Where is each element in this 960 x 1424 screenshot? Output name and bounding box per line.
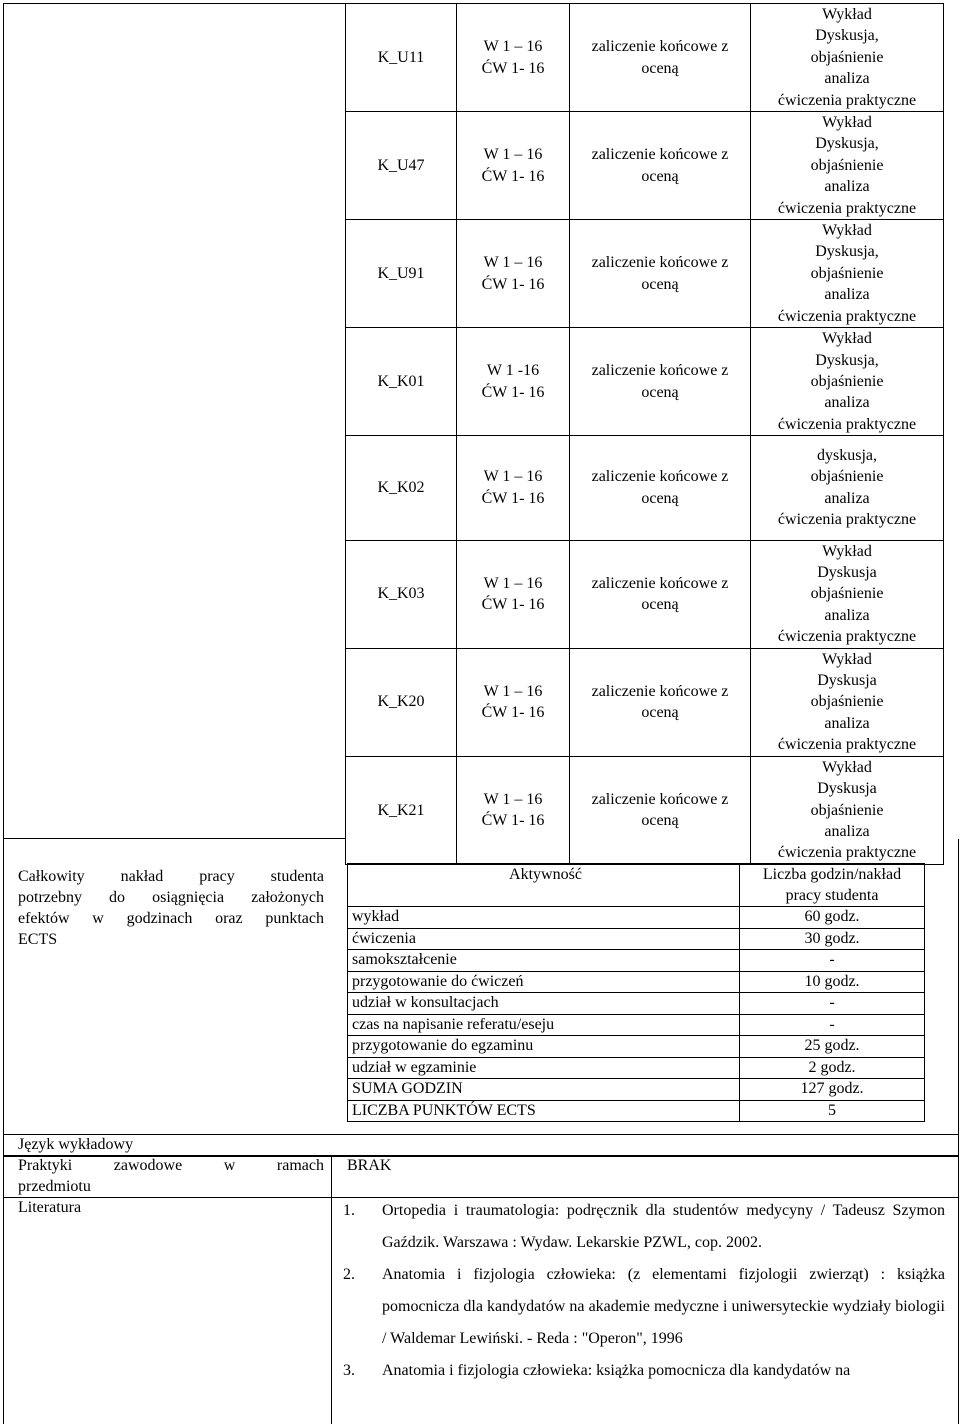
workload-row [348, 1079, 925, 1101]
outcome-terms-line: W 1 -16 [486, 362, 540, 380]
outcome-code: K_K20 [346, 648, 457, 756]
outcome-terms-line: W 1 – 16 [483, 468, 543, 486]
outcome-methods-line: objaśnienie [810, 264, 884, 282]
outcome-row [346, 4, 944, 112]
outcomes-empty-column [3, 3, 345, 839]
workload-value: 2 godz. [740, 1057, 925, 1079]
workload-label [18, 866, 324, 950]
outcome-methods-line: Wykład [822, 330, 872, 348]
workload-value: - [740, 993, 925, 1015]
workload-activity: SUMA GODZIN [348, 1079, 740, 1101]
outcome-row [346, 112, 944, 220]
outcome-terms-line: W 1 – 16 [483, 790, 543, 808]
outcome-methods-line: ćwiczenia praktyczne [777, 307, 917, 325]
workload-label-line: efektów w godzinach oraz punktach [18, 910, 324, 927]
outcome-terms-line: W 1 – 16 [483, 146, 543, 164]
workload-activity: przygotowanie do egzaminu [348, 1036, 740, 1058]
workload-value: 5 [740, 1100, 925, 1122]
outcome-code: K_K03 [346, 540, 457, 648]
outcome-assessment [570, 4, 751, 112]
outcome-assessment-line: zaliczenie końcowe z [591, 682, 729, 700]
workload-value: 30 godz. [740, 928, 925, 950]
outcome-code: K_K01 [346, 328, 457, 436]
workload-row [348, 1057, 925, 1079]
learning-outcomes-table [345, 3, 944, 865]
outcome-methods-line: Dyskusja, [815, 135, 879, 153]
outcome-methods-line: Dyskusja, [815, 351, 879, 369]
outcome-terms-line: ĆW 1- 16 [481, 489, 545, 507]
workload-label-line: Całkowity nakład pracy studenta [18, 868, 324, 885]
outcome-methods-line: Wykład [822, 6, 872, 23]
outcome-methods [751, 648, 944, 756]
outcome-terms-line: W 1 – 16 [483, 682, 543, 700]
outcome-assessment-line: oceną [641, 167, 679, 185]
outcome-terms-line: ĆW 1- 16 [481, 167, 545, 185]
outcome-code: K_K02 [346, 436, 457, 541]
outcome-terms-line: W 1 – 16 [483, 254, 543, 272]
outcome-methods-line: analiza [824, 286, 870, 304]
literature-item-text: Ortopedia i traumatologia: podręcznik dla studentów medycyny / Tadeusz Szymon Gaździk. Warszawa : Wydaw. Lekarskie PZWL, cop. 2002. [382, 1202, 945, 1251]
workload-row [348, 1036, 925, 1058]
workload-activity: udział w konsultacjach [348, 993, 740, 1015]
outcome-assessment-line: oceną [641, 59, 679, 77]
outcome-methods-line: ćwiczenia praktyczne [777, 628, 917, 646]
workload-value: - [740, 950, 925, 972]
outcome-methods-line: ćwiczenia praktyczne [777, 844, 917, 862]
outcome-methods-line: ćwiczenia praktyczne [777, 511, 917, 529]
outcome-methods [751, 436, 944, 541]
outcome-methods-line: analiza [824, 489, 870, 507]
workload-header-row [348, 864, 925, 907]
language-label: Język wykładowy [18, 1136, 134, 1153]
outcome-assessment-line: zaliczenie końcowe z [591, 38, 729, 56]
workload-value: 60 godz. [740, 907, 925, 929]
outcome-methods-line: analiza [824, 70, 870, 88]
outcome-methods-line: ćwiczenia praktyczne [777, 91, 917, 109]
workload-row [348, 950, 925, 972]
outcome-assessment [570, 540, 751, 648]
outcome-methods-line: Wykład [822, 114, 872, 132]
outcome-assessment [570, 328, 751, 436]
workload-value: 127 godz. [740, 1079, 925, 1101]
outcome-methods-line: analiza [824, 822, 870, 840]
outcome-methods [751, 540, 944, 648]
outcome-code: K_U47 [346, 112, 457, 220]
outcome-code: K_U91 [346, 220, 457, 328]
outcome-assessment-line: oceną [641, 489, 679, 507]
outcome-methods-line: Dyskusja [817, 564, 877, 582]
outcome-methods-line: Dyskusja, [815, 27, 879, 45]
outcome-assessment [570, 220, 751, 328]
outcome-terms [457, 328, 570, 436]
outcome-methods-line: Dyskusja [817, 672, 877, 690]
workload-header-hours-line1: Liczba godzin/nakład [762, 866, 902, 883]
outcome-terms-line: ĆW 1- 16 [481, 596, 545, 614]
literature-item-number: 1. [343, 1202, 355, 1219]
workload-table [347, 863, 925, 1122]
literature-item [343, 1195, 945, 1259]
outcome-terms [457, 648, 570, 756]
practice-label-line1: Praktyki zawodowe w ramach [18, 1157, 324, 1174]
outcome-terms-line: ĆW 1- 16 [481, 383, 545, 401]
literature-item-number: 2. [343, 1266, 355, 1283]
outcome-terms [457, 112, 570, 220]
outcome-assessment-line: zaliczenie końcowe z [591, 790, 729, 808]
divider [3, 1134, 959, 1135]
outcome-methods-line: analiza [824, 178, 870, 196]
workload-activity: czas na napisanie referatu/eseju [348, 1014, 740, 1036]
outcome-terms-line: ĆW 1- 16 [481, 704, 545, 722]
outcome-methods-line: ćwiczenia praktyczne [777, 199, 917, 217]
workload-header-hours [740, 864, 925, 907]
column-divider [331, 1155, 332, 1424]
outcome-methods [751, 328, 944, 436]
outcome-row [346, 648, 944, 756]
literature-item-text: Anatomia i fizjologia człowieka: książka pomocnicza dla kandydatów na [382, 1362, 851, 1379]
outcome-assessment-line: oceną [641, 275, 679, 293]
workload-row [348, 1014, 925, 1036]
outcome-terms-line: ĆW 1- 16 [481, 275, 545, 293]
outcome-terms-line: ĆW 1- 16 [481, 59, 545, 77]
outcome-methods [751, 112, 944, 220]
workload-activity: samokształcenie [348, 950, 740, 972]
workload-value: 10 godz. [740, 971, 925, 993]
outcome-methods-line: analiza [824, 394, 870, 412]
outcome-methods-line: objaśnienie [810, 372, 884, 390]
workload-value: 25 godz. [740, 1036, 925, 1058]
outcome-assessment-line: zaliczenie końcowe z [591, 362, 729, 380]
outcome-row [346, 436, 944, 541]
outcome-assessment-line: oceną [641, 383, 679, 401]
workload-activity: przygotowanie do ćwiczeń [348, 971, 740, 993]
workload-header-activity: Aktywność [348, 864, 740, 907]
literature-item-number: 3. [343, 1362, 355, 1379]
outcome-methods-line: ćwiczenia praktyczne [777, 736, 917, 754]
practice-label-line2: przedmiotu [18, 1178, 91, 1195]
outcome-methods-line: objaśnienie [810, 48, 884, 66]
outcome-methods-line: objaśnienie [810, 585, 884, 603]
outcome-methods-line: Wykład [822, 542, 872, 560]
literature-item [343, 1355, 945, 1387]
outcome-assessment [570, 648, 751, 756]
outcome-terms [457, 4, 570, 112]
outcome-terms [457, 540, 570, 648]
outcome-row [346, 540, 944, 648]
workload-activity: LICZBA PUNKTÓW ECTS [348, 1100, 740, 1122]
outcome-methods-line: Dyskusja [817, 780, 877, 798]
outcome-methods-line: analiza [824, 714, 870, 732]
outcome-methods-line: Wykład [822, 758, 872, 776]
outcome-methods-line: objaśnienie [810, 156, 884, 174]
right-border [958, 1155, 959, 1424]
outcome-methods-line: Wykład [822, 222, 872, 240]
workload-value: - [740, 1014, 925, 1036]
outcome-methods-line: objaśnienie [810, 468, 884, 486]
workload-label-line: ECTS [18, 931, 58, 948]
outcome-methods-line: objaśnienie [810, 801, 884, 819]
outcome-terms-line: W 1 – 16 [483, 574, 543, 592]
literature-list [343, 1195, 945, 1387]
outcome-methods-line: objaśnienie [810, 693, 884, 711]
outcome-methods [751, 4, 944, 112]
workload-row [348, 971, 925, 993]
outcome-row [346, 220, 944, 328]
left-border [3, 1155, 4, 1424]
outcome-row [346, 328, 944, 436]
literature-item-text: Anatomia i fizjologia człowieka: (z elementami fizjologii zwierząt) : książka pomocnicza dla kandydatów na akademie medyczne i uniwersyteckie wydziały biologii / Waldemar Lewiński. - Reda : "Operon", 1996 [382, 1266, 945, 1347]
outcome-assessment [570, 112, 751, 220]
outcome-terms [457, 220, 570, 328]
outcome-assessment-line: oceną [641, 596, 679, 614]
outcome-terms [457, 436, 570, 541]
outcome-terms-line: ĆW 1- 16 [481, 812, 545, 830]
outcome-terms-line: W 1 – 16 [483, 38, 543, 56]
outcome-assessment-line: zaliczenie końcowe z [591, 574, 729, 592]
workload-activity: udział w egzaminie [348, 1057, 740, 1079]
outcome-assessment-line: zaliczenie końcowe z [591, 146, 729, 164]
literature-item [343, 1259, 945, 1355]
outcome-assessment-line: zaliczenie końcowe z [591, 468, 729, 486]
workload-row [348, 907, 925, 929]
workload-activity: ćwiczenia [348, 928, 740, 950]
workload-label-line: potrzebny do osiągnięcia założonych [18, 889, 324, 906]
outcome-assessment-line: oceną [641, 812, 679, 830]
workload-activity: wykład [348, 907, 740, 929]
literature-label: Literatura [18, 1199, 82, 1216]
outcome-assessment-line: oceną [641, 704, 679, 722]
outcome-code: K_U11 [346, 4, 457, 112]
workload-header-hours-line2: pracy studenta [785, 887, 879, 904]
workload-row [348, 928, 925, 950]
practice-value: BRAK [347, 1157, 392, 1174]
workload-row [348, 1100, 925, 1122]
outcome-methods-line: Dyskusja, [815, 243, 879, 261]
outcome-code: K_K21 [346, 756, 457, 864]
outcome-methods-line: Wykład [822, 650, 872, 668]
outcome-methods-line: analiza [824, 606, 870, 624]
outcome-methods [751, 220, 944, 328]
practice-label [18, 1155, 324, 1197]
workload-row [348, 993, 925, 1015]
outcome-methods-line: ćwiczenia praktyczne [777, 415, 917, 433]
outcome-assessment [570, 436, 751, 541]
outcome-assessment-line: zaliczenie końcowe z [591, 254, 729, 272]
outcome-methods-line: dyskusja, [817, 447, 877, 465]
